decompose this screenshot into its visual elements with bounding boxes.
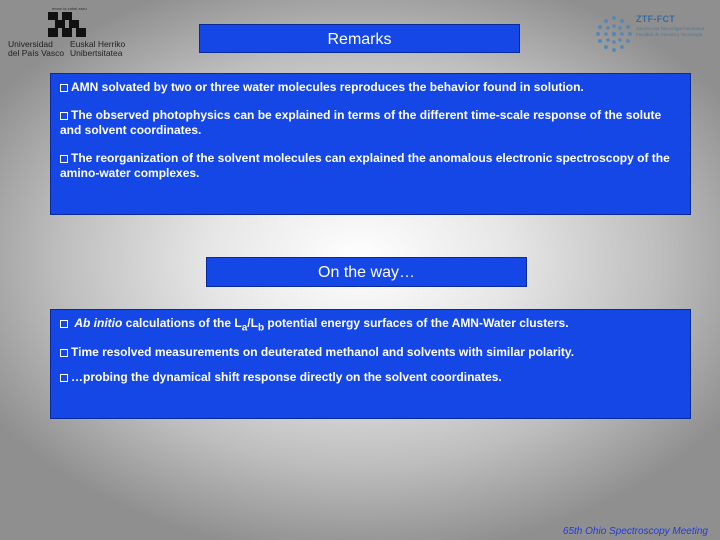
- checkbox-bullet-icon: [60, 320, 68, 328]
- bullet-text: Time resolved measurements on deuterated methanol and solvents with similar polarity.: [71, 345, 575, 360]
- bullet-text: …probing the dynamical shift response directly on the solvent coordinates.: [71, 370, 502, 385]
- on-the-way-panel: [50, 309, 691, 419]
- logo-text-basque: [70, 40, 125, 58]
- logo-text-line: Unibertsitatea: [70, 48, 123, 58]
- checkbox-bullet-icon: [60, 155, 68, 163]
- bullet-text: /L: [247, 316, 258, 330]
- remarks-bullet: [60, 80, 681, 95]
- university-logo: [8, 6, 128, 58]
- subscript-text: a: [241, 322, 248, 334]
- bullet-text: calculations of the L: [122, 316, 242, 330]
- upv-ehu-emblem-icon: [46, 12, 90, 38]
- on-the-way-bullet: [60, 316, 681, 335]
- checkbox-bullet-icon: [60, 84, 68, 92]
- checkbox-bullet-icon: [60, 349, 68, 357]
- remarks-bullet: [60, 151, 681, 181]
- remarks-panel: [50, 73, 691, 215]
- faculty-dot-emblem-icon: [594, 14, 634, 54]
- faculty-logo: [592, 12, 714, 56]
- remarks-bullet: [60, 108, 681, 138]
- on-the-way-bullet: [60, 370, 681, 385]
- on-the-way-heading: On the way…: [206, 257, 527, 287]
- faculty-logo-subtitle: [636, 26, 712, 37]
- subscript-text: b: [257, 322, 265, 334]
- bullet-italic-text: Ab initio: [74, 316, 123, 330]
- bullet-text: AMN solvated by two or three water molecules reproduces the behavior found in solution.: [71, 80, 584, 94]
- logo-text-line: Euskal Herriko: [70, 39, 126, 49]
- bullet-text: The reorganization of the solvent molecules can explained the anomalous electronic spectroscopy of the amino-water complexes.: [60, 151, 670, 180]
- remarks-heading: Remarks: [199, 24, 520, 53]
- logo-text-spanish: [8, 40, 64, 58]
- bullet-text: The observed photophysics can be explained in terms of the different time-scale response of the solute and solvent coordinates.: [60, 108, 662, 137]
- on-the-way-bullet: [60, 345, 681, 360]
- checkbox-bullet-icon: [60, 112, 68, 120]
- logo-text-line: Facultad de Ciencia y Tecnología: [636, 31, 703, 37]
- footer-meeting-name: 65th Ohio Spectroscopy Meeting: [562, 526, 708, 537]
- logo-text-line: Universidad: [8, 39, 53, 49]
- logo-text-line: Zientzia eta Teknologia Fakultatea: [636, 26, 705, 31]
- faculty-logo-title: ZTF-FCT: [636, 14, 676, 24]
- checkbox-bullet-icon: [60, 374, 68, 382]
- logo-text-line: del País Vasco: [8, 48, 65, 58]
- logo-motto: eman ta zabal zazu: [52, 6, 87, 11]
- bullet-text: potential energy surfaces of the AMN-Water clusters.: [264, 316, 569, 330]
